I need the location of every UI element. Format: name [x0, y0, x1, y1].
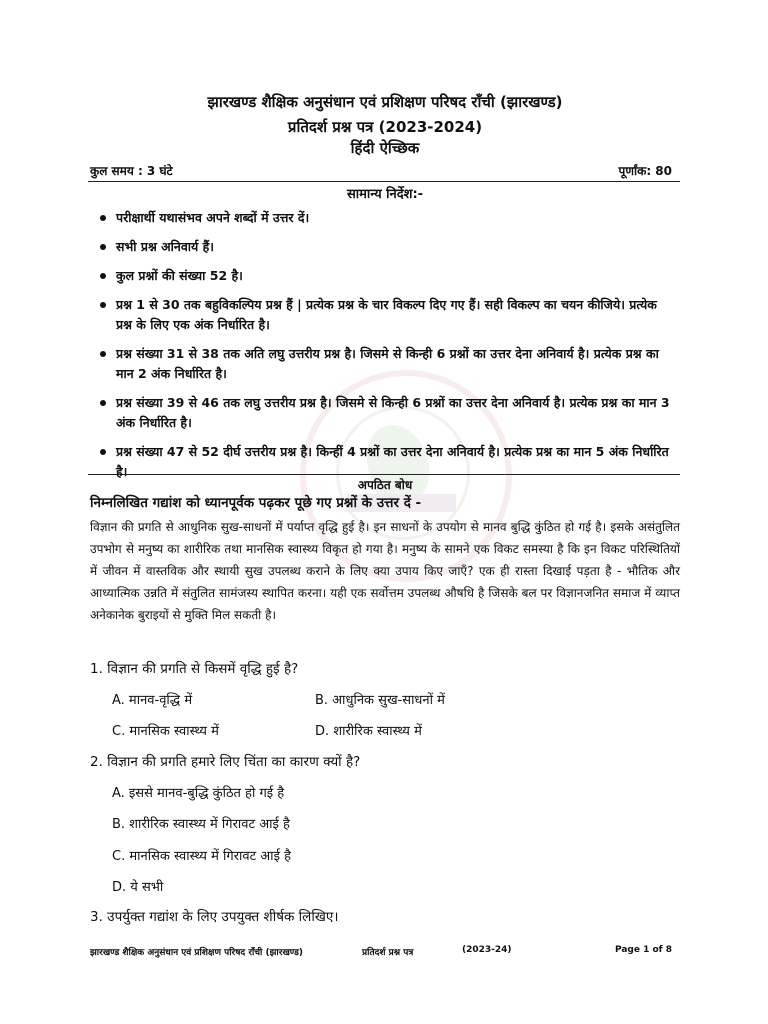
full-marks: पूर्णांक: 80 [618, 164, 672, 178]
header-divider [88, 181, 680, 182]
instructions-list [100, 208, 670, 491]
instruction-item: प्रश्न संख्या 39 से 46 तक लघु उत्तरीय प्रश्न है। जिसमे से किन्ही 6 प्रश्नों का उत्तर देना अनिवार्य है। प्रत्येक प्रश्न का मान 3 अंक निर्धारित है। [100, 393, 670, 433]
q2-option-a: A. इससे मानव-बुद्धि कुंठित हो गई है [112, 786, 285, 801]
footer-year: (2023-24) [462, 945, 512, 955]
subject-title: हिंदी ऐच्छिक [350, 139, 420, 157]
footer-page-number: Page 1 of 8 [615, 945, 672, 955]
q1-option-c: C. मानसिक स्वास्थ्य में [112, 724, 219, 739]
instruction-item: प्रश्न 1 से 30 तक बहुविकल्पिय प्रश्न हैं | प्रत्येक प्रश्न के चार विकल्प दिए गए हैं। सही विकल्प का चयन कीजिये। प्रत्येक प्रश्न के लिए एक अंक निर्धारित है। [100, 295, 670, 335]
question-3: 3. उपर्युक्त गद्यांश के लिए उपयुक्त शीर्षक लिखिए। [90, 909, 339, 925]
instruction-item: प्रश्न संख्या 31 से 38 तक अति लघु उत्तरीय प्रश्न है। जिसमे से किन्ही 6 प्रश्नों का उत्तर देना अनिवार्य है। प्रत्येक प्रश्न का मान 2 अंक निर्धारित है। [100, 344, 670, 384]
q1-option-d: D. शारीरिक स्वास्थ्य में [315, 724, 422, 739]
q2-option-c: C. मानसिक स्वास्थ्य में गिरावट आई है [112, 849, 292, 864]
instruction-item: कुल प्रश्नों की संख्या 52 है। [100, 266, 670, 286]
instruction-item: परीक्षार्थी यथासंभव अपने शब्दों में उत्तर दें। [100, 208, 670, 228]
total-time: कुल समय : 3 घंटे [90, 164, 173, 178]
footer-org: झारखण्ड शैक्षिक अनुसंधान एवं प्रशिक्षण परिषद राँची (झारखण्ड) [90, 948, 304, 958]
question-2: 2. विज्ञान की प्रगति हमारे लिए चिंता का कारण क्यों है? [90, 754, 361, 770]
q2-option-b: B. शारीरिक स्वास्थ्य में गिरावट आई है [112, 817, 290, 832]
footer-paper: प्रतिदर्श प्रश्न पत्र [362, 948, 414, 958]
paper-title: प्रतिदर्श प्रश्न पत्र (2023-2024) [287, 118, 483, 136]
q1-option-a: A. मानव-वृद्धि में [112, 693, 193, 708]
instructions-title: सामान्य निर्देश:- [346, 187, 424, 202]
council-title: झारखण्ड शैक्षिक अनुसंधान एवं प्रशिक्षण परिषद राँची (झारखण्ड) [207, 93, 563, 111]
section-title: अपठित बोध [357, 478, 413, 492]
question-1: 1. विज्ञान की प्रगति से किसमें वृद्धि हुई है? [90, 661, 299, 677]
instruction-item: सभी प्रश्न अनिवार्य हैं। [100, 237, 670, 257]
q1-option-b: B. आधुनिक सुख-साधनों में [315, 693, 445, 708]
instruction-item: प्रश्न संख्या 47 से 52 दीर्घ उत्तरीय प्रश्न है। किन्हीं 4 प्रश्नों का उत्तर देना अनिवार्य है। प्रत्येक प्रश्न का मान 5 अंक निर्धारित है। [100, 442, 670, 482]
passage-instruction: निम्नलिखित गद्यांश को ध्यानपूर्वक पढ़कर पूछे गए प्रश्नों के उत्तर दें - [90, 495, 422, 511]
q2-option-d: D. ये सभी [112, 880, 164, 895]
instructions-divider [88, 474, 680, 475]
passage-text: विज्ञान की प्रगति से आधुनिक सुख-साधनों में पर्याप्त वृद्धि हुई है। इन साधनों के उपयोग से मानव बुद्धि कुंठित हो गई है। इसके असंतुलित उपभोग से मनुष्य का शारीरिक तथा मानसिक स्वास्थ्य विकृत हो गया है। मनुष्य के सामने एक विकट समस्या है कि इन विकट परिस्थितियों में जीवन में वास्तविक और स्थायी सुख उपलब्ध कराने के लिए क्या उपाय किए जाएँ? एक ही रास्ता दिखाई पड़ता है - भौतिक और आध्यात्मिक उन्नति में संतुलित सामंजस्य स्थापित करना। यही एक सर्वोत्तम उपलब्ध औषधि है जिसके बल पर विज्ञानजनित समाज में व्याप्त अनेकानेक बुराइयों से मुक्ति मिल सकती है। [90, 520, 680, 622]
